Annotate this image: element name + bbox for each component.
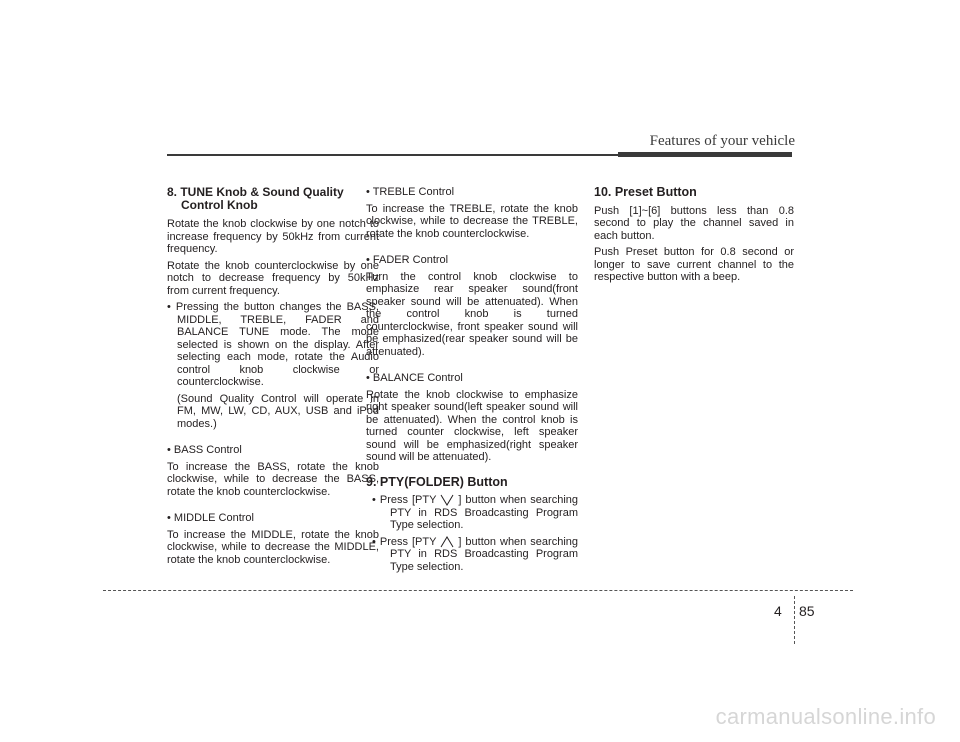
footer-vertical-divider bbox=[794, 596, 795, 644]
bass-text: To increase the BASS, rotate the knob clockwise, while to decrease the BASS, rotate the knob counterclockwise. bbox=[167, 460, 379, 498]
chapter-number: 4 bbox=[774, 603, 782, 619]
tune-paragraph-1: Rotate the knob clockwise by one notch to increase frequency by 50kHz from current frequency. bbox=[167, 218, 379, 255]
bass-title: • BASS Control bbox=[167, 444, 242, 456]
preset-paragraph-2: Push Preset button for 0.8 second or longer to save current channel to the respective button with a beep. bbox=[594, 246, 794, 283]
column-2 bbox=[366, 186, 578, 577]
tune-knob-heading-line2: Control Knob bbox=[181, 198, 258, 212]
preset-heading: 10. Preset Button bbox=[594, 185, 697, 199]
fader-text: Turn the control knob clockwise to emphasize rear speaker sound(front speaker sound will be attenuated). When the control knob is turned counterclockwise, front speaker sound will be emphasized(rear speaker sound will be attenuated). bbox=[366, 270, 578, 358]
balance-text: Rotate the knob clockwise to emphasize right speaker sound(left speaker sound will be attenuated). When the control knob is turned counter clockwise, left speaker sound will be emphasized(right speaker sound will be attenuated). bbox=[366, 388, 578, 463]
fader-title: • FADER Control bbox=[366, 254, 449, 266]
column-1 bbox=[167, 186, 379, 570]
tune-paragraph-2: Rotate the knob counterclockwise by one notch to decrease frequency by 50kHz from current frequency. bbox=[167, 259, 379, 297]
tune-knob-heading-line1: 8. TUNE Knob & Sound Quality bbox=[167, 185, 344, 199]
mode-bullet: • Pressing the button changes the BASS, MIDDLE, TREBLE, FADER and BALANCE TUNE mode. The mode selected is shown on the display. After selecting each mode, rotate the Audio control knob clockwise or counterclockwise. bbox=[167, 301, 379, 388]
watermark: carmanualsonline.info bbox=[715, 704, 936, 729]
header-rule-accent bbox=[618, 152, 792, 157]
pty-up-suffix: ] button when searching PTY in RDS Broadcasting Program Type selection. bbox=[390, 535, 579, 573]
chevron-down-icon bbox=[440, 494, 454, 506]
balance-title: • BALANCE Control bbox=[366, 372, 463, 384]
pty-up-item bbox=[366, 536, 578, 574]
preset-paragraph-1: Push [1]~[6] buttons less than 0.8 second to play the channel saved in each button. bbox=[594, 204, 794, 242]
treble-title: • TREBLE Control bbox=[366, 186, 455, 198]
sound-quality-note: (Sound Quality Control will operate in FM, MW, LW, CD, AUX, USB and iPod modes.) bbox=[177, 392, 379, 430]
pty-down-suffix: ] button when searching PTY in RDS Broadcasting Program Type selection. bbox=[390, 494, 579, 531]
header-title: Features of your vehicle bbox=[649, 133, 795, 149]
middle-title: • MIDDLE Control bbox=[167, 512, 254, 524]
pty-down-item bbox=[366, 494, 578, 532]
page-number: 85 bbox=[799, 603, 815, 619]
pty-heading: 9. PTY(FOLDER) Button bbox=[366, 474, 508, 489]
tune-knob-heading bbox=[167, 186, 379, 212]
middle-text: To increase the MIDDLE, rotate the knob clockwise, while to decrease the MIDDLE, rotate the knob counterclockwise. bbox=[167, 528, 379, 566]
chevron-up-icon bbox=[440, 536, 454, 548]
column-3 bbox=[594, 186, 794, 288]
pty-down-prefix: • Press [PTY bbox=[372, 494, 437, 506]
treble-text: To increase the TREBLE, rotate the knob clockwise, while to decrease the TREBLE, rotate the knob counterclockwise. bbox=[366, 202, 578, 240]
footer-divider bbox=[103, 590, 853, 591]
pty-up-prefix: • Press [PTY bbox=[372, 535, 437, 548]
